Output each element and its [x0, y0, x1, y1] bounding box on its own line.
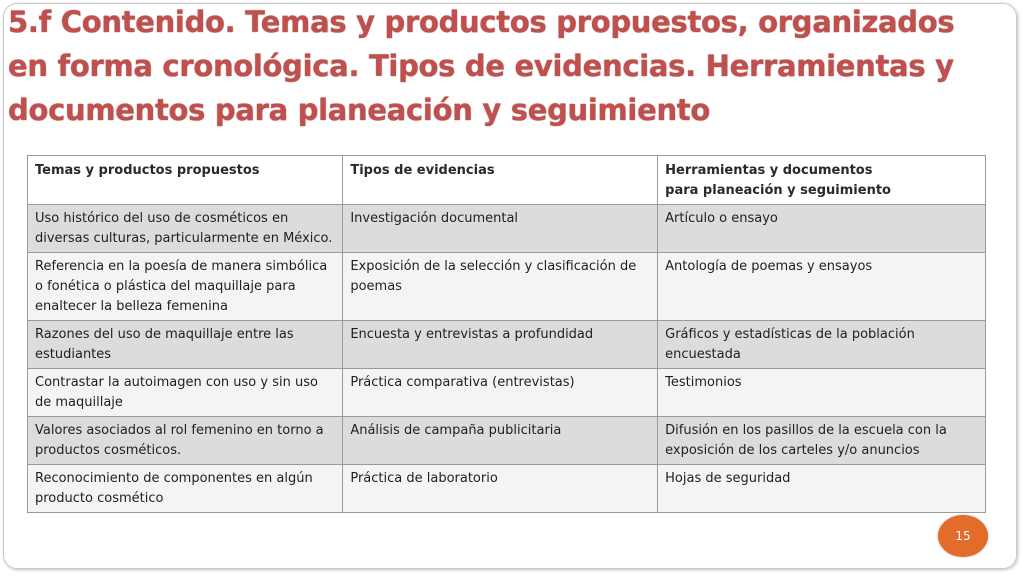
cell-evidencia: Práctica de laboratorio [343, 465, 658, 513]
cell-evidencia: Análisis de campaña publicitaria [343, 417, 658, 465]
cell-herramienta: Difusión en los pasillos de la escuela con la exposición de los carteles y/o anuncios [658, 417, 986, 465]
cell-herramienta: Testimonios [658, 369, 986, 417]
table-row [28, 417, 986, 465]
cell-evidencia: Exposición de la selección y clasificación de poemas [343, 253, 658, 321]
table-row [28, 205, 986, 253]
cell-tema: Valores asociados al rol femenino en torno a productos cosméticos. [28, 417, 343, 465]
slide-title: 5.f Contenido. Temas y productos propuestos, organizados en forma cronológica. Tipos de evidencias. Herramientas y documentos para planeación y seguimiento [8, 5, 955, 127]
header-herramientas: Herramientas y documentos para planeación y seguimiento [658, 156, 986, 205]
content-table [27, 155, 986, 513]
page-number-badge: 15 [938, 515, 988, 557]
cell-tema: Referencia en la poesía de manera simbólica o fonética o plástica del maquillaje para enaltecer la belleza femenina [28, 253, 343, 321]
cell-evidencia: Práctica comparativa (entrevistas) [343, 369, 658, 417]
table-row [28, 369, 986, 417]
header-tipos-evidencias: Tipos de evidencias [343, 156, 658, 205]
table-header-row [28, 156, 986, 205]
table-row [28, 465, 986, 513]
cell-herramienta: Hojas de seguridad [658, 465, 986, 513]
cell-evidencia: Investigación documental [343, 205, 658, 253]
cell-tema: Reconocimiento de componentes en algún producto cosmético [28, 465, 343, 513]
cell-evidencia: Encuesta y entrevistas a profundidad [343, 321, 658, 369]
cell-tema: Contrastar la autoimagen con uso y sin uso de maquillaje [28, 369, 343, 417]
cell-herramienta: Artículo o ensayo [658, 205, 986, 253]
table-row [28, 321, 986, 369]
cell-tema: Uso histórico del uso de cosméticos en diversas culturas, particularmente en México. [28, 205, 343, 253]
table-row [28, 253, 986, 321]
header-temas: Temas y productos propuestos [28, 156, 343, 205]
cell-tema: Razones del uso de maquillaje entre las estudiantes [28, 321, 343, 369]
cell-herramienta: Gráficos y estadísticas de la población encuestada [658, 321, 986, 369]
cell-herramienta: Antología de poemas y ensayos [658, 253, 986, 321]
